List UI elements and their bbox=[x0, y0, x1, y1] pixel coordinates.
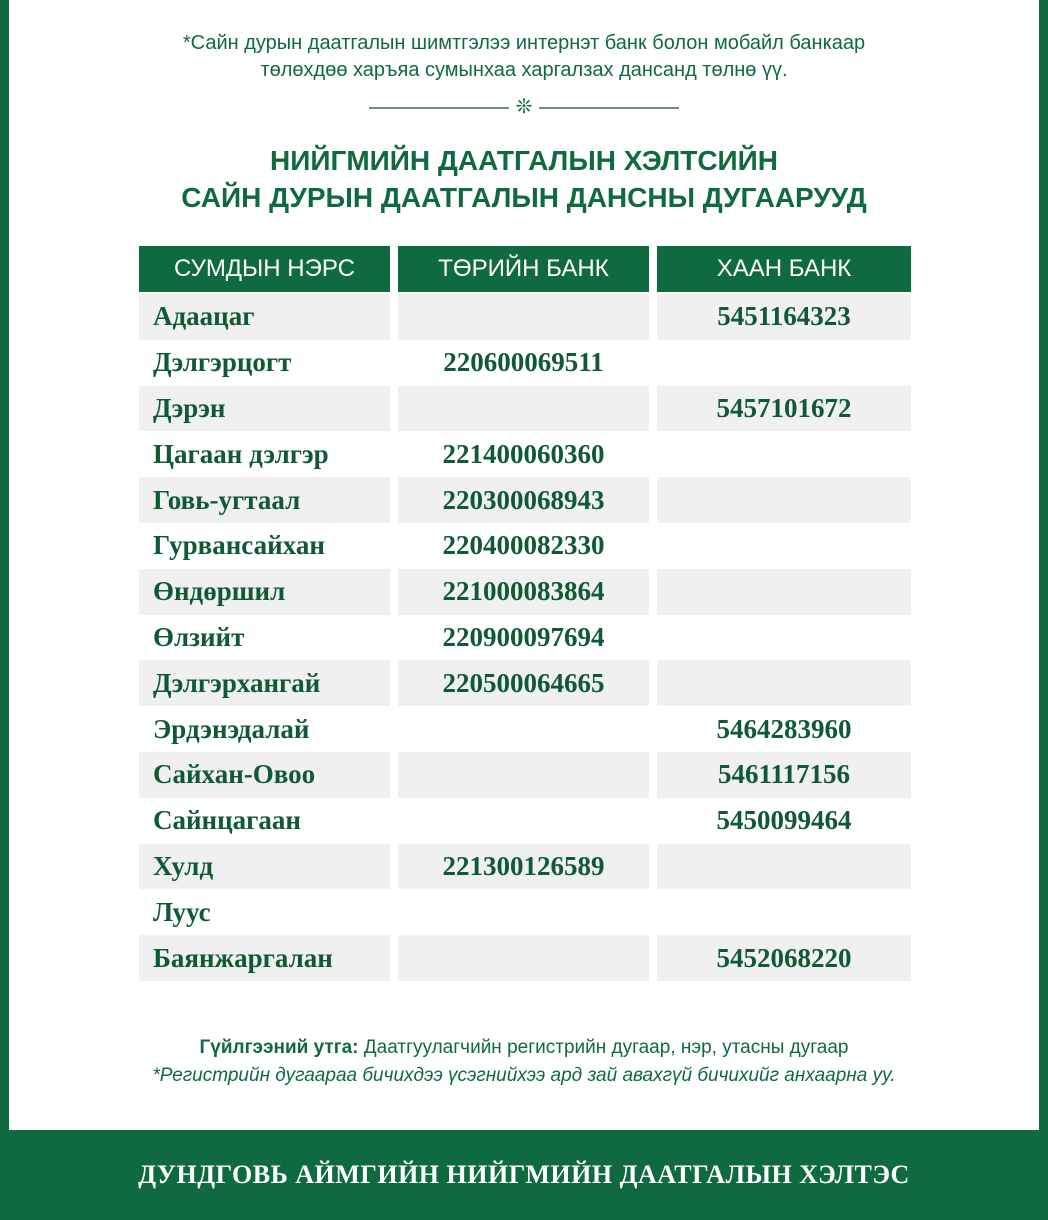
purpose-note bbox=[9, 1034, 1039, 1062]
table-row bbox=[139, 386, 911, 432]
turiin-bank-account-cell bbox=[398, 752, 649, 798]
turiin-bank-account-cell: 221000083864 bbox=[398, 569, 649, 615]
district-name-cell: Цагаан дэлгэр bbox=[153, 438, 329, 469]
district-name-cell: Өлзийт bbox=[153, 621, 245, 652]
khaan-bank-account-cell: 5450099464 bbox=[716, 805, 852, 836]
khaan-bank-account-cell bbox=[657, 477, 911, 523]
khaan-bank-account-cell bbox=[657, 844, 911, 890]
snowflake-ornament-icon: ❊ bbox=[515, 96, 533, 118]
khaan-bank-account-cell: 5452068220 bbox=[657, 935, 911, 981]
district-name-cell: Дэрэн bbox=[139, 386, 390, 432]
district-name-cell: Хулд bbox=[139, 844, 390, 890]
turiin-bank-account-cell: 221400060360 bbox=[442, 438, 605, 469]
district-name-cell: Дэлгэрхангай bbox=[139, 660, 390, 706]
district-name-cell: Баянжаргалан bbox=[139, 935, 390, 981]
khaan-bank-account-cell bbox=[657, 340, 911, 386]
header-district: СУМДЫН НЭРС bbox=[139, 246, 390, 292]
table-row bbox=[139, 569, 911, 615]
khaan-bank-account-cell bbox=[657, 660, 911, 706]
district-name-cell: Сайнцагаан bbox=[153, 805, 301, 836]
register-warning: *Регистрийн дугаараа бичихдээ үсэгнийхээ ард зай авахгүй бичихийг анхаарна уу. bbox=[152, 1065, 896, 1086]
table-row bbox=[139, 340, 911, 386]
purpose-text: Даатгуулагчийн регистрийн дугаар, нэр, утасны дугаар bbox=[358, 1037, 849, 1058]
turiin-bank-account-cell bbox=[398, 935, 649, 981]
table-header bbox=[139, 246, 911, 292]
table-row bbox=[139, 660, 911, 706]
header-note-line2: төлөхдөө харъяа сумынхаа харгалзах дансанд төлнө үү. bbox=[260, 59, 788, 81]
khaan-bank-account-cell bbox=[657, 523, 911, 569]
turiin-bank-account-cell bbox=[398, 294, 649, 340]
header-note bbox=[9, 30, 1039, 84]
district-name-cell: Эрдэнэдалай bbox=[153, 713, 310, 744]
turiin-bank-account-cell bbox=[398, 889, 649, 935]
table-row bbox=[139, 706, 911, 752]
title-line1: НИЙГМИЙН ДААТГАЛЫН ХЭЛТСИЙН bbox=[269, 145, 779, 176]
title-line2: САЙН ДУРЫН ДААТГАЛЫН ДАНСНЫ ДУГААРУУД bbox=[181, 182, 867, 213]
header-turiin-bank: ТӨРИЙН БАНК bbox=[398, 246, 649, 292]
ornament-divider bbox=[369, 98, 679, 118]
turiin-bank-account-cell: 221300126589 bbox=[398, 844, 649, 890]
turiin-bank-account-cell: 220600069511 bbox=[443, 347, 604, 378]
turiin-bank-account-cell: 220300068943 bbox=[398, 477, 649, 523]
table-row bbox=[139, 477, 911, 523]
table-row bbox=[139, 844, 911, 890]
bottom-banner: ДУНДГОВЬ АЙМГИЙН НИЙГМИЙН ДААТГАЛЫН ХЭЛТЭС bbox=[138, 1160, 910, 1189]
khaan-bank-account-cell bbox=[657, 615, 911, 661]
divider-line-left bbox=[369, 107, 509, 109]
purpose-label: Гүйлгээний утга: bbox=[199, 1037, 359, 1058]
footer-notes bbox=[9, 1034, 1039, 1090]
turiin-bank-account-cell bbox=[398, 706, 649, 752]
poster-sheet bbox=[9, 0, 1039, 1130]
khaan-bank-account-cell: 5461117156 bbox=[657, 752, 911, 798]
turiin-bank-account-cell bbox=[398, 386, 649, 432]
khaan-bank-account-cell bbox=[657, 431, 911, 477]
table-row bbox=[139, 431, 911, 477]
turiin-bank-account-cell: 220400082330 bbox=[442, 530, 605, 561]
turiin-bank-account-cell: 220500064665 bbox=[398, 660, 649, 706]
khaan-bank-account-cell bbox=[657, 569, 911, 615]
turiin-bank-account-cell bbox=[398, 798, 649, 844]
district-name-cell: Гурвансайхан bbox=[153, 530, 325, 561]
district-name-cell: Луус bbox=[153, 896, 211, 927]
table-row bbox=[139, 752, 911, 798]
header-khaan-bank: ХААН БАНК bbox=[657, 246, 911, 292]
turiin-bank-account-cell: 220900097694 bbox=[442, 621, 605, 652]
khaan-bank-account-cell: 5464283960 bbox=[716, 713, 852, 744]
district-name-cell: Дэлгэрцогт bbox=[153, 347, 292, 378]
district-name-cell: Адаацаг bbox=[139, 294, 390, 340]
table-row bbox=[139, 615, 911, 661]
khaan-bank-account-cell: 5451164323 bbox=[657, 294, 911, 340]
table-row bbox=[139, 523, 911, 569]
table-row bbox=[139, 798, 911, 844]
table-row bbox=[139, 294, 911, 340]
district-name-cell: Сайхан-Овоо bbox=[139, 752, 390, 798]
accounts-table bbox=[139, 246, 911, 981]
table-body bbox=[139, 294, 911, 981]
district-name-cell: Өндөршил bbox=[139, 569, 390, 615]
khaan-bank-account-cell: 5457101672 bbox=[657, 386, 911, 432]
district-name-cell: Говь-угтаал bbox=[139, 477, 390, 523]
header-note-line1: *Сайн дурын даатгалын шимтгэлээ интернэт банк болон мобайл банкаар bbox=[182, 32, 866, 54]
khaan-bank-account-cell bbox=[657, 889, 911, 935]
divider-line-right bbox=[539, 107, 679, 109]
table-row bbox=[139, 935, 911, 981]
page-title bbox=[9, 142, 1039, 216]
table-row bbox=[139, 889, 911, 935]
